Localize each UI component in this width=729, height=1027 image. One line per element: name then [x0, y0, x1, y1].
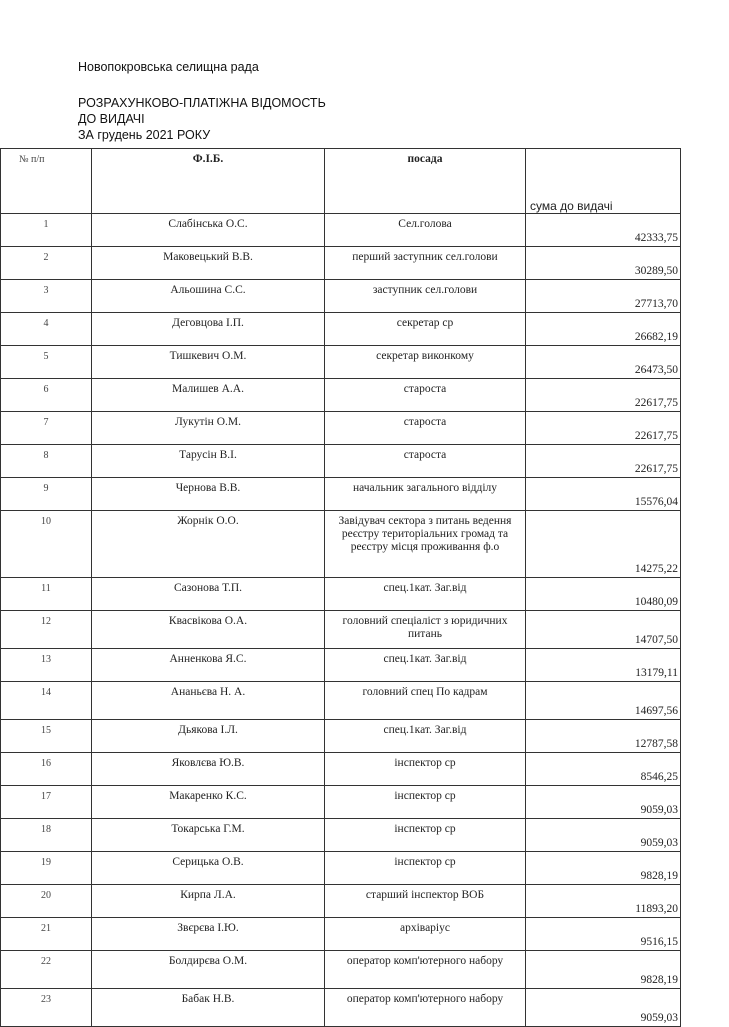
header-position: посада — [325, 149, 526, 214]
row-num: 20 — [1, 885, 92, 918]
table-row — [1, 578, 681, 611]
table-row — [1, 214, 681, 247]
row-name: Кирпа Л.А. — [92, 885, 325, 918]
table-row — [1, 611, 681, 649]
row-name: Лукутін О.М. — [92, 412, 325, 445]
row-sum: 26473,50 — [526, 346, 681, 379]
row-num: 23 — [1, 989, 92, 1027]
organization-name: Новопокровська селищна рада — [78, 60, 259, 74]
table-row — [1, 445, 681, 478]
row-sum: 8546,25 — [526, 753, 681, 786]
row-position: Сел.голова — [325, 214, 526, 247]
row-position: оператор комп'ютерного набору — [325, 989, 526, 1027]
row-position: секретар виконкому — [325, 346, 526, 379]
row-position: інспектор ср — [325, 786, 526, 819]
row-name: Маковецький В.В. — [92, 247, 325, 280]
row-sum: 9059,03 — [526, 819, 681, 852]
row-sum: 14697,56 — [526, 682, 681, 720]
row-num: 11 — [1, 578, 92, 611]
row-sum: 13179,11 — [526, 649, 681, 682]
row-position: начальник загального відділу — [325, 478, 526, 511]
row-sum: 9059,03 — [526, 786, 681, 819]
row-name: Яковлєва Ю.В. — [92, 753, 325, 786]
row-num: 16 — [1, 753, 92, 786]
row-position: інспектор ср — [325, 852, 526, 885]
row-name: Тарусін В.І. — [92, 445, 325, 478]
table-row — [1, 412, 681, 445]
table-row — [1, 379, 681, 412]
payroll-table — [0, 148, 681, 1027]
row-num: 21 — [1, 918, 92, 951]
row-num: 22 — [1, 951, 92, 989]
document-subtitle: ДО ВИДАЧІ — [78, 112, 145, 126]
table-header-row — [1, 149, 681, 214]
row-num: 3 — [1, 280, 92, 313]
row-position: заступник сел.голови — [325, 280, 526, 313]
row-sum: 30289,50 — [526, 247, 681, 280]
document-title: РОЗРАХУНКОВО-ПЛАТІЖНА ВІДОМОСТЬ — [78, 96, 326, 110]
row-name: Слабінська О.С. — [92, 214, 325, 247]
table-row — [1, 753, 681, 786]
row-name: Чернова В.В. — [92, 478, 325, 511]
row-sum: 14275,22 — [526, 511, 681, 578]
row-name: Сазонова Т.П. — [92, 578, 325, 611]
row-sum: 9059,03 — [526, 989, 681, 1027]
row-sum: 22617,75 — [526, 445, 681, 478]
row-name: Ананьєва Н. А. — [92, 682, 325, 720]
header-name: Ф.І.Б. — [92, 149, 325, 214]
row-sum: 9828,19 — [526, 951, 681, 989]
row-num: 6 — [1, 379, 92, 412]
document-period: ЗА грудень 2021 РОКУ — [78, 128, 211, 142]
row-position: секретар ср — [325, 313, 526, 346]
row-name: Бабак Н.В. — [92, 989, 325, 1027]
row-position: оператор комп'ютерного набору — [325, 951, 526, 989]
row-position: перший заступник сел.голови — [325, 247, 526, 280]
row-sum: 15576,04 — [526, 478, 681, 511]
table-row — [1, 989, 681, 1027]
row-sum: 9516,15 — [526, 918, 681, 951]
row-position: інспектор ср — [325, 753, 526, 786]
row-name: Серицька О.В. — [92, 852, 325, 885]
table-row — [1, 885, 681, 918]
row-position: староста — [325, 445, 526, 478]
row-sum: 12787,58 — [526, 720, 681, 753]
row-sum: 22617,75 — [526, 379, 681, 412]
row-num: 13 — [1, 649, 92, 682]
row-num: 17 — [1, 786, 92, 819]
row-num: 5 — [1, 346, 92, 379]
row-num: 15 — [1, 720, 92, 753]
row-position: головний спеціаліст з юридичних питань — [325, 611, 526, 649]
row-num: 10 — [1, 511, 92, 578]
header-sum: сума до видачі — [526, 149, 681, 214]
row-name: Малишев А.А. — [92, 379, 325, 412]
row-position: староста — [325, 379, 526, 412]
row-num: 8 — [1, 445, 92, 478]
row-name: Анненкова Я.С. — [92, 649, 325, 682]
row-sum: 27713,70 — [526, 280, 681, 313]
row-sum: 14707,50 — [526, 611, 681, 649]
row-name: Альошина С.С. — [92, 280, 325, 313]
row-num: 2 — [1, 247, 92, 280]
row-position: спец.1кат. Заг.від — [325, 578, 526, 611]
row-name: Тишкевич О.М. — [92, 346, 325, 379]
row-num: 12 — [1, 611, 92, 649]
row-position: спец.1кат. Заг.від — [325, 720, 526, 753]
table-row — [1, 819, 681, 852]
row-position: староста — [325, 412, 526, 445]
row-num: 14 — [1, 682, 92, 720]
row-name: Дьякова І.Л. — [92, 720, 325, 753]
row-name: Звєрєва І.Ю. — [92, 918, 325, 951]
row-name: Деговцова І.П. — [92, 313, 325, 346]
row-sum: 22617,75 — [526, 412, 681, 445]
row-position: старший інспектор ВОБ — [325, 885, 526, 918]
row-position: Завідувач сектора з питань ведення реєстру територіальних громад та реєстру місця проживання ф.о — [325, 511, 526, 578]
table-row — [1, 511, 681, 578]
row-sum: 11893,20 — [526, 885, 681, 918]
table-row — [1, 951, 681, 989]
table-row — [1, 720, 681, 753]
row-num: 19 — [1, 852, 92, 885]
table-row — [1, 852, 681, 885]
row-name: Болдирєва О.М. — [92, 951, 325, 989]
table-row — [1, 478, 681, 511]
table-row — [1, 649, 681, 682]
row-num: 1 — [1, 214, 92, 247]
row-num: 4 — [1, 313, 92, 346]
table-row — [1, 247, 681, 280]
row-position: спец.1кат. Заг.від — [325, 649, 526, 682]
row-name: Жорнік О.О. — [92, 511, 325, 578]
table-row — [1, 313, 681, 346]
row-name: Квасвікова О.А. — [92, 611, 325, 649]
row-sum: 26682,19 — [526, 313, 681, 346]
header-num: № п/п — [1, 149, 92, 214]
row-name: Макаренко К.С. — [92, 786, 325, 819]
table-row — [1, 346, 681, 379]
table-row — [1, 786, 681, 819]
row-name: Токарська Г.М. — [92, 819, 325, 852]
row-position: головний спец По кадрам — [325, 682, 526, 720]
row-sum: 42333,75 — [526, 214, 681, 247]
row-num: 7 — [1, 412, 92, 445]
row-num: 9 — [1, 478, 92, 511]
row-num: 18 — [1, 819, 92, 852]
table-row — [1, 682, 681, 720]
row-position: інспектор ср — [325, 819, 526, 852]
row-sum: 10480,09 — [526, 578, 681, 611]
row-sum: 9828,19 — [526, 852, 681, 885]
table-row — [1, 280, 681, 313]
row-position: архіваріус — [325, 918, 526, 951]
table-row — [1, 918, 681, 951]
